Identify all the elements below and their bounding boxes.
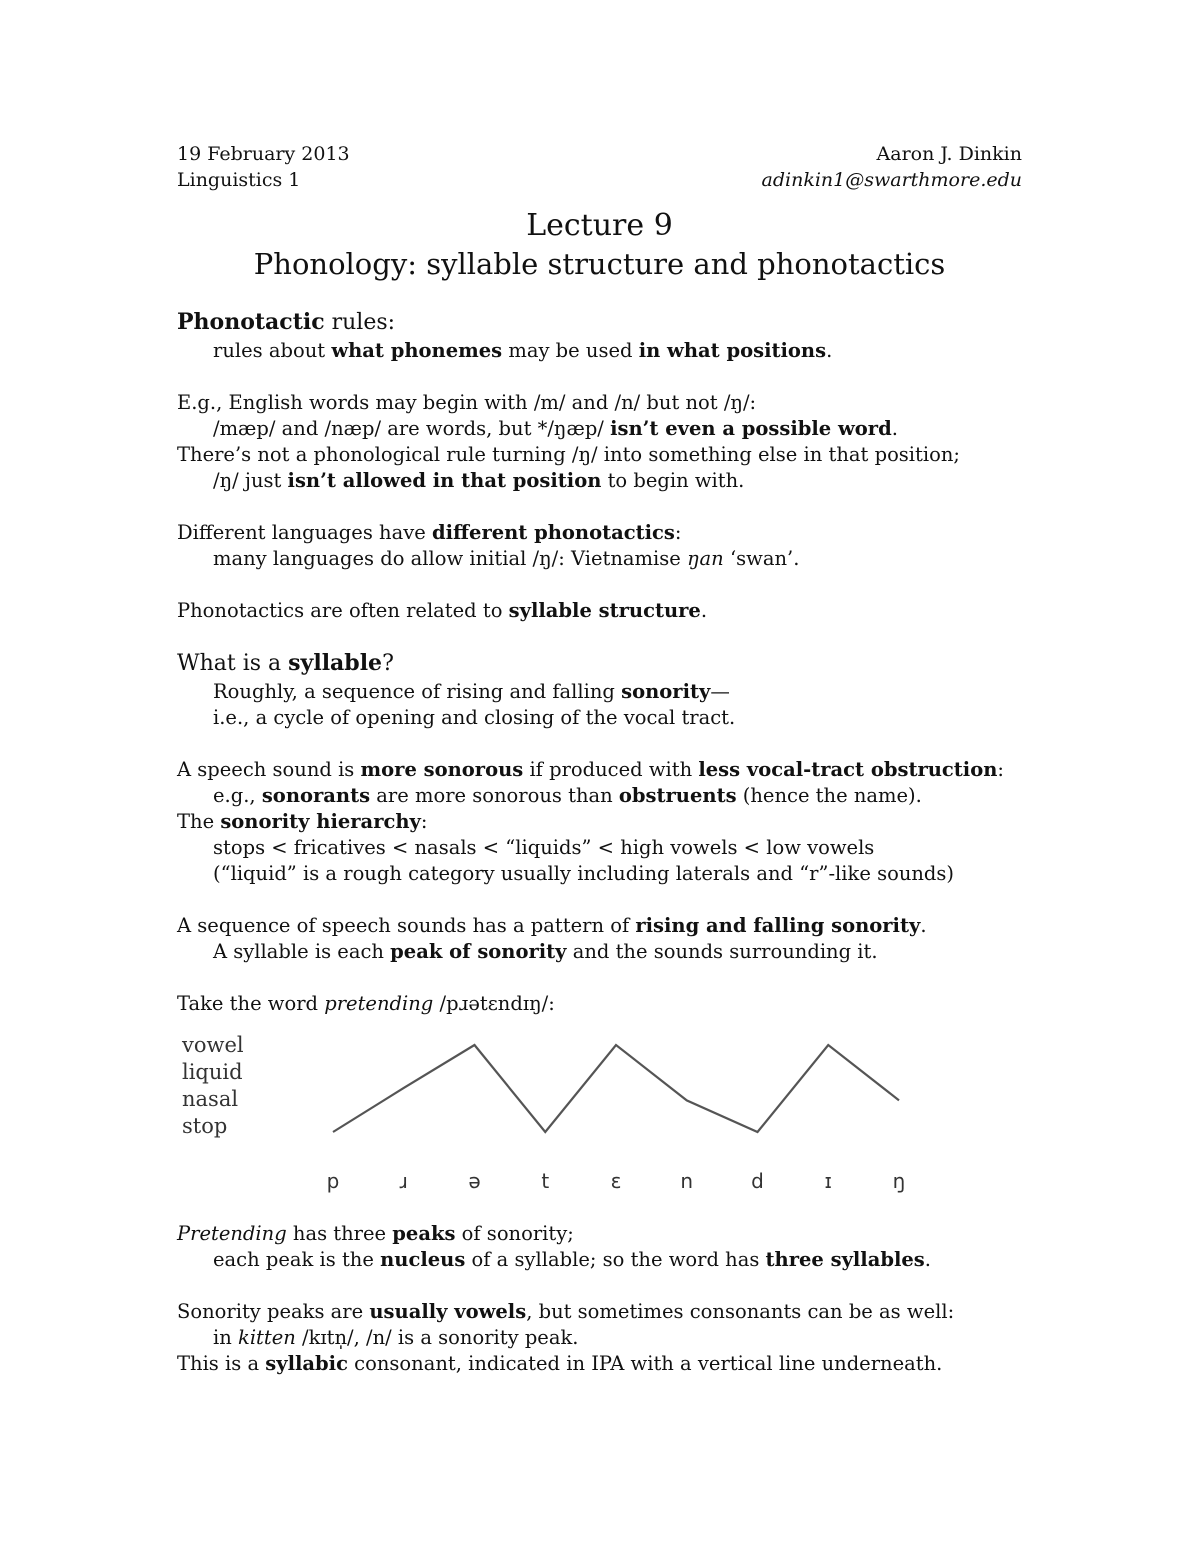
document-page: [177, 141, 1022, 1377]
segment-label: ɛ: [610, 1169, 622, 1193]
text-line: Phonotactics are often related to syllable structure.: [177, 599, 708, 622]
text-line: This is a syllabic consonant, indicated in IPA with a vertical line underneath.: [177, 1352, 943, 1375]
course-name: Linguistics 1: [177, 169, 301, 191]
text-line: (“liquid” is a rough category usually including laterals and “r”-like sounds): [213, 862, 955, 885]
sonority-graph: [177, 1031, 1022, 1221]
author-email: adinkin1@swarthmore.edu: [761, 169, 1022, 191]
heading-what-is-syllable: What is a syllable?: [177, 650, 394, 676]
author-name: Aaron J. Dinkin: [876, 143, 1022, 165]
text-line: A syllable is each peak of sonority and the sounds surrounding it.: [213, 940, 878, 963]
text-line: There’s not a phonological rule turning /ŋ/ into something else in that position;: [177, 443, 960, 466]
text-line: /ŋ/ just isn’t allowed in that position to begin with.: [213, 469, 745, 492]
title-block: [177, 207, 1022, 283]
text-line: rules about what phonemes may be used in what positions.: [213, 339, 833, 362]
header-right: [762, 141, 1022, 193]
segment-label: n: [680, 1169, 694, 1193]
segment-label: ə: [468, 1169, 481, 1193]
text-line: Different languages have different phonotactics:: [177, 521, 682, 544]
text-line: Roughly, a sequence of rising and falling sonority—: [213, 680, 730, 703]
text-line: stops < fricatives < nasals < “liquids” < high vowels < low vowels: [213, 836, 875, 859]
page-header: [177, 141, 1022, 193]
section-phonotactic-rules: [177, 338, 1022, 624]
segment-label: t: [541, 1169, 550, 1193]
lecture-subtitle: Phonology: syllable structure and phonotactics: [253, 247, 946, 281]
section-syllable: [177, 679, 1022, 1017]
sonority-level-label: nasal: [182, 1087, 239, 1111]
text-line: A sequence of speech sounds has a pattern of rising and falling sonority.: [177, 914, 927, 937]
header-left: [177, 141, 350, 193]
text-line: E.g., English words may begin with /m/ and /n/ but not /ŋ/:: [177, 391, 757, 414]
segment-label: ɹ: [399, 1169, 408, 1193]
text-line: many languages do allow initial /ŋ/: Vietnamise ŋan ‘swan’.: [213, 547, 800, 570]
text-line: i.e., a cycle of opening and closing of the vocal tract.: [213, 706, 736, 729]
text-line: Pretending has three peaks of sonority;: [177, 1222, 574, 1245]
sonority-line: [333, 1045, 899, 1132]
sonority-level-label: stop: [182, 1114, 228, 1138]
sonority-level-label: vowel: [182, 1033, 244, 1057]
sonority-chart: [177, 1031, 1022, 1221]
text-line: A speech sound is more sonorous if produced with less vocal-tract obstruction:: [177, 758, 1004, 781]
segment-label: ɪ: [824, 1169, 832, 1193]
segment-label: p: [326, 1169, 340, 1193]
text-line: in kitten /kɪtn̩/, /n/ is a sonority peak.: [213, 1326, 579, 1349]
sonority-level-label: liquid: [182, 1060, 243, 1084]
segment-label: ŋ: [892, 1169, 906, 1193]
text-line: each peak is the nucleus of a syllable; so the word has three syllables.: [213, 1248, 931, 1271]
text-line: The sonority hierarchy:: [177, 810, 428, 833]
segment-label: d: [751, 1169, 764, 1193]
text-line: Sonority peaks are usually vowels, but sometimes consonants can be as well:: [177, 1300, 955, 1323]
heading-phonotactic-rules: Phonotactic rules:: [177, 309, 396, 335]
section-peaks: [177, 1221, 1022, 1377]
text-line: e.g., sonorants are more sonorous than obstruents (hence the name).: [213, 784, 922, 807]
text-line: /mæp/ and /næp/ are words, but */ŋæp/ isn’t even a possible word.: [213, 417, 898, 440]
lecture-title: Lecture 9: [526, 208, 673, 243]
lecture-date: 19 February 2013: [177, 143, 350, 165]
text-line: Take the word pretending /pɹətɛndɪŋ/:: [177, 992, 555, 1015]
